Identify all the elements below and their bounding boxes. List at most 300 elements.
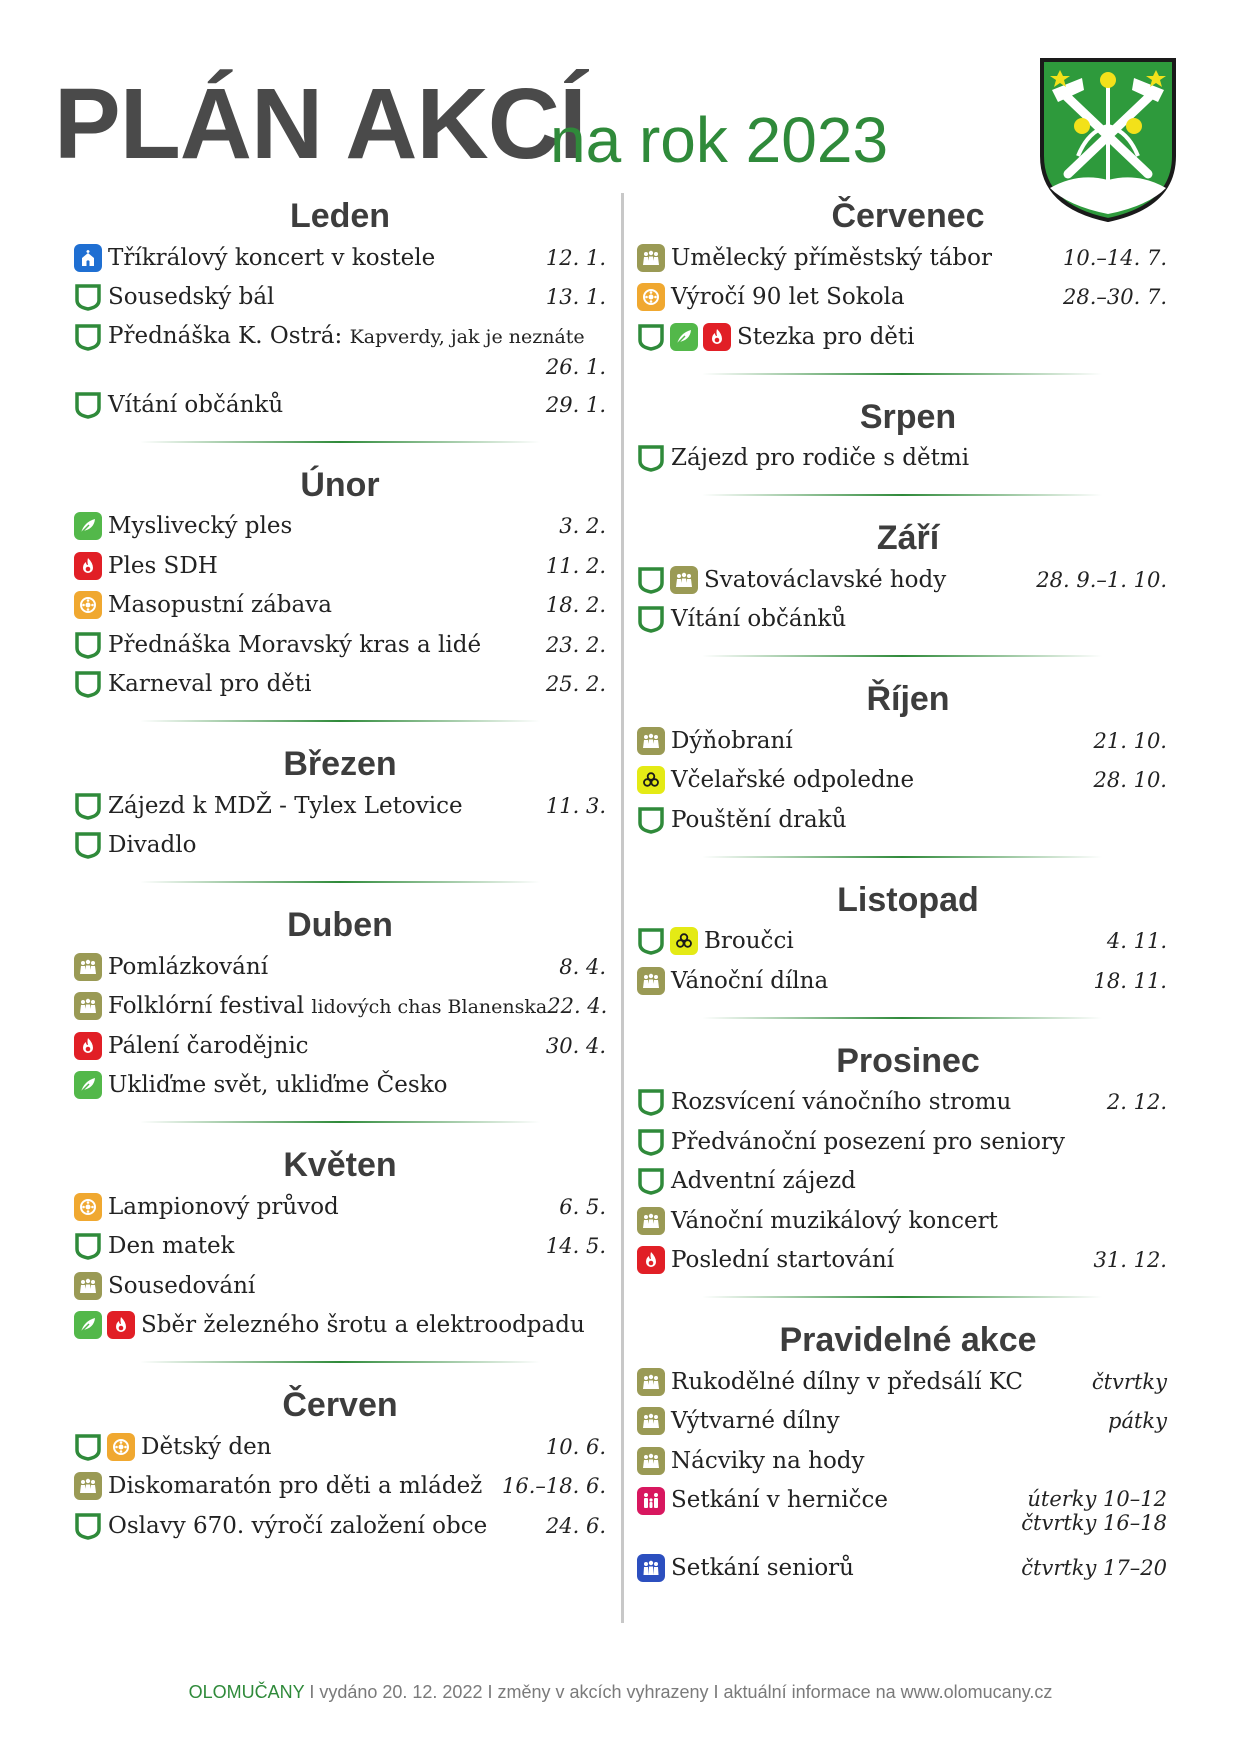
event-date: 14. 5. (545, 1234, 606, 1259)
event-icons (637, 1554, 665, 1582)
month-title: Únor (300, 465, 380, 504)
fire-icon (637, 1246, 665, 1274)
event-name-main: Den matek (108, 1233, 235, 1260)
event-row (74, 1026, 606, 1066)
event-row (637, 1083, 1167, 1123)
event-icons (74, 1311, 135, 1339)
fire-icon (107, 1311, 135, 1339)
event-row (74, 317, 606, 385)
event-icons (74, 831, 102, 859)
event-name-main: Svatováclavské hody (704, 566, 947, 593)
footer-brand: OLOMUČANY (188, 1682, 305, 1702)
event-row (637, 1549, 1167, 1589)
month-title: Prosinec (836, 1041, 980, 1080)
shield-icon (74, 1512, 102, 1540)
event-row (637, 922, 1167, 962)
month-section-zari (637, 518, 1167, 639)
event-name-main: Divadlo (108, 832, 197, 859)
folklore-icon (74, 1472, 102, 1500)
shield-icon (637, 444, 665, 472)
event-date: 4. 11. (1106, 929, 1167, 954)
event-icons (637, 1207, 665, 1235)
event-row (637, 600, 1167, 640)
shield-icon (637, 927, 665, 955)
event-name (671, 1208, 1167, 1234)
event-name (108, 954, 559, 980)
event-name (108, 793, 546, 819)
event-row (74, 1427, 606, 1467)
event-name-main: Folklórní festival (108, 993, 305, 1020)
event-icons (637, 283, 665, 311)
event-date: 2. 12. (1106, 1090, 1167, 1115)
event-name-main: Výročí 90 let Sokola (671, 284, 905, 311)
event-name (671, 968, 1094, 994)
event-name-main: Sousedský bál (108, 284, 275, 311)
event-name-main: Oslavy 670. výročí založení obce (108, 1512, 488, 1539)
event-name (108, 513, 559, 539)
event-icons (74, 1232, 102, 1260)
event-name-main: Vánoční dílna (671, 967, 829, 994)
event-name-main: Setkání v herničce (671, 1486, 889, 1513)
event-name-main: Pomlázkování (108, 953, 269, 980)
sokol-icon (107, 1433, 135, 1461)
event-date: 28. 9.–1. 10. (1036, 567, 1167, 592)
event-name-main: Dětský den (141, 1433, 272, 1460)
month-section-unor (74, 465, 606, 705)
bee-icon (637, 766, 665, 794)
event-name (704, 928, 1107, 954)
hunter-icon (74, 1311, 102, 1339)
event-icons (637, 1088, 665, 1116)
month-section-prosinec (637, 1041, 1167, 1281)
fire-icon (703, 323, 731, 351)
event-name-main: Setkání seniorů (671, 1555, 854, 1582)
event-icons (637, 1447, 665, 1475)
event-date: 25. 2. (545, 672, 606, 697)
shield-icon (74, 792, 102, 820)
footer-text: I vydáno 20. 12. 2022 I změny v akcích vyhrazeny I aktuální informace na www.olomucany.cz (304, 1682, 1053, 1702)
event-icons (74, 792, 102, 820)
folklore-icon (670, 566, 698, 594)
event-body (108, 323, 606, 379)
event-row (637, 961, 1167, 1001)
event-row (637, 238, 1167, 278)
event-name-detail: Kapverdy, jak je neznáte (349, 326, 585, 348)
event-date: čtvrtky 17–20 (1021, 1556, 1167, 1581)
month-section-brezen (74, 744, 606, 865)
event-row (74, 826, 606, 866)
section-separator (702, 856, 1102, 858)
shield-icon (74, 1232, 102, 1260)
event-date: 13. 1. (545, 285, 606, 310)
month-title: Březen (283, 745, 397, 783)
event-row (74, 385, 606, 425)
event-name-main: Vánoční muzikálový koncert (671, 1207, 998, 1234)
event-row (74, 1066, 606, 1106)
month-title: Srpen (859, 397, 957, 436)
event-icons (74, 1032, 102, 1060)
event-icons (637, 766, 665, 794)
event-date: 16.–18. 6. (501, 1474, 606, 1499)
event-row (74, 987, 606, 1027)
event-icons (637, 323, 731, 351)
event-date: 11. 3. (545, 793, 606, 818)
event-name-main: Rukodělné dílny v předsálí KC (671, 1368, 1023, 1395)
month-section-cerven (74, 1385, 606, 1546)
sokol-icon (637, 283, 665, 311)
event-icons (74, 953, 102, 981)
event-icons (637, 1407, 665, 1435)
event-icons (637, 927, 698, 955)
event-name (108, 1033, 546, 1059)
event-name-main: Lampionový průvod (108, 1193, 339, 1220)
event-row (74, 1306, 606, 1346)
event-name-main: Adventní zájezd (671, 1168, 856, 1195)
event-name (108, 1473, 502, 1499)
month-section-leden (74, 196, 606, 425)
sokol-icon (74, 591, 102, 619)
footer (0, 1682, 1241, 1703)
event-date: 23. 2. (545, 632, 606, 657)
folklore-icon (637, 1368, 665, 1396)
event-date: pátky (1108, 1409, 1167, 1434)
month-section-kveten (74, 1145, 606, 1345)
event-date: 28.–30. 7. (1062, 285, 1167, 310)
event-name-main: Přednáška Moravský kras a lidé (108, 631, 482, 658)
event-name-detail: lidových chas Blanenska (311, 996, 548, 1019)
event-name (737, 324, 1167, 350)
event-name-main: Karneval pro děti (108, 671, 312, 698)
event-name-main: Dýňobraní (671, 727, 793, 754)
event-name (108, 993, 547, 1019)
event-name-main: Pálení čarodějnic (108, 1032, 309, 1059)
event-row (74, 947, 606, 987)
section-separator (140, 1361, 540, 1363)
shield-icon (637, 1128, 665, 1156)
sokol-icon (74, 1193, 102, 1221)
event-date: 31. 12. (1093, 1248, 1167, 1273)
event-row (637, 278, 1167, 318)
shield-icon (74, 670, 102, 698)
folklore-icon (637, 727, 665, 755)
event-icons (637, 1167, 665, 1195)
event-name-main: Zájezd pro rodiče s dětmi (671, 445, 970, 472)
month-section-pravidelne-akce (637, 1320, 1167, 1588)
shield-icon (637, 806, 665, 834)
fire-icon (74, 552, 102, 580)
shield-icon (637, 323, 665, 351)
event-name (671, 1408, 1108, 1434)
event-name (108, 592, 546, 618)
event-date: čtvrtky (1091, 1369, 1167, 1394)
event-row (74, 665, 606, 705)
folklore-icon (637, 967, 665, 995)
event-name (108, 323, 606, 349)
event-icons (637, 1128, 665, 1156)
event-name (108, 392, 546, 418)
shield-icon (74, 831, 102, 859)
month-title: Duben (287, 906, 393, 944)
hunter-icon (74, 1071, 102, 1099)
month-title: Červenec (831, 197, 985, 235)
event-date: 8. 4. (559, 954, 606, 979)
event-date: 3. 2. (559, 514, 606, 539)
event-name (108, 832, 606, 858)
month-title: Říjen (866, 680, 950, 718)
event-date: 12. 1. (545, 245, 606, 270)
event-name (671, 1555, 1021, 1581)
event-row (637, 1481, 1167, 1549)
event-row (74, 625, 606, 665)
event-name-main: Stezka pro děti (737, 323, 915, 350)
event-icons (74, 1071, 102, 1099)
event-name (671, 1089, 1107, 1115)
hunter-icon (74, 512, 102, 540)
event-name (108, 1513, 546, 1539)
folklore-icon (74, 953, 102, 981)
page-subtitle: na rok 2023 (550, 104, 889, 176)
event-row (637, 439, 1167, 479)
folklore-icon (74, 992, 102, 1020)
event-icons (637, 566, 698, 594)
event-name (671, 284, 1063, 310)
event-icons (74, 552, 102, 580)
month-section-cervenec (637, 196, 1167, 357)
family-icon (637, 1487, 665, 1515)
column-divider (621, 193, 624, 1623)
event-name-main: Vítání občánků (108, 391, 284, 418)
right-column (637, 196, 1167, 1588)
event-date: 29. 1. (545, 392, 606, 417)
event-date: 10. 6. (545, 1434, 606, 1459)
month-title: Květen (283, 1146, 397, 1184)
event-name (671, 728, 1094, 754)
event-name-main: Rozsvícení vánočního stromu (671, 1089, 1012, 1116)
event-name (108, 1194, 559, 1220)
event-name (108, 553, 546, 579)
event-icons (74, 591, 102, 619)
section-separator (140, 881, 540, 883)
page-title: PLÁN AKCÍ (54, 68, 586, 180)
event-name-main: Zájezd k MDŽ - Tylex Letovice (108, 792, 463, 819)
event-row (74, 1187, 606, 1227)
month-section-rijen (637, 679, 1167, 840)
event-row (637, 1122, 1167, 1162)
event-icons (637, 1487, 665, 1515)
event-name-main: Umělecký příměstský tábor (671, 244, 993, 271)
event-date: 18. 11. (1093, 968, 1167, 993)
event-row (637, 317, 1167, 357)
event-name (141, 1312, 606, 1338)
left-column (74, 196, 606, 1546)
event-name-main: Ukliďme svět, ukliďme Česko (108, 1072, 448, 1099)
event-name-main: Diskomaratón pro děti a mládež (108, 1473, 483, 1500)
event-icons (74, 1512, 102, 1540)
event-row (74, 546, 606, 586)
section-separator (702, 494, 1102, 496)
event-name (671, 606, 1167, 632)
event-name (671, 767, 1094, 793)
event-row (637, 560, 1167, 600)
event-name (671, 1369, 1092, 1395)
section-separator (702, 1017, 1102, 1019)
event-date: 11. 2. (545, 553, 606, 578)
event-row (637, 761, 1167, 801)
section-separator (140, 720, 540, 722)
event-name (671, 1448, 1167, 1474)
shield-icon (637, 1088, 665, 1116)
month-title: Září (876, 519, 940, 557)
event-name-main: Sběr železného šrotu a elektroodpadu (141, 1312, 585, 1339)
event-date: 30. 4. (545, 1033, 606, 1058)
event-date-line: čtvrtky 16–18 (1021, 1510, 1167, 1535)
shield-icon (637, 566, 665, 594)
event-icons (74, 512, 102, 540)
senior-icon (637, 1554, 665, 1582)
shield-icon (74, 391, 102, 419)
event-date-line: úterky 10–12 (1027, 1486, 1167, 1511)
month-title: Listopad (837, 880, 979, 919)
event-icons (74, 631, 102, 659)
event-icons (74, 670, 102, 698)
event-row (74, 278, 606, 318)
event-name-main: Nácviky na hody (671, 1447, 865, 1474)
event-name-main: Výtvarné dílny (671, 1408, 840, 1435)
month-section-listopad (637, 880, 1167, 1001)
folklore-icon (637, 1207, 665, 1235)
event-name (671, 1129, 1167, 1155)
event-icons (74, 1433, 135, 1461)
event-date: 28. 10. (1093, 768, 1167, 793)
church-icon (74, 244, 102, 272)
event-icons (74, 283, 102, 311)
event-icons (637, 806, 665, 834)
event-name (108, 1233, 546, 1259)
event-name (108, 284, 546, 310)
section-separator (702, 655, 1102, 657)
event-name (671, 1487, 1021, 1513)
event-name (671, 245, 1063, 271)
hunter-icon (670, 323, 698, 351)
event-name (108, 1072, 606, 1098)
event-row (637, 1201, 1167, 1241)
event-date: 26. 1. (545, 355, 606, 379)
section-separator (140, 441, 540, 443)
shield-icon (74, 1433, 102, 1461)
event-icons (74, 391, 102, 419)
bee-icon (670, 927, 698, 955)
event-name (108, 1273, 606, 1299)
event-icons (74, 244, 102, 272)
event-icons (637, 1246, 665, 1274)
month-title: Červen (282, 1386, 398, 1424)
event-name (671, 1168, 1167, 1194)
shield-icon (74, 283, 102, 311)
event-row (637, 721, 1167, 761)
event-date: 18. 2. (545, 593, 606, 618)
event-name (671, 807, 1167, 833)
event-name-main: Předvánoční posezení pro seniory (671, 1128, 1066, 1155)
event-name-main: Sousedování (108, 1272, 256, 1299)
month-section-srpen (637, 397, 1167, 479)
event-row (637, 1441, 1167, 1481)
event-date: 10.–14. 7. (1062, 245, 1167, 270)
section-separator (140, 1121, 540, 1123)
month-title: Leden (289, 197, 391, 235)
event-date: 24. 6. (545, 1513, 606, 1538)
shield-icon (74, 323, 102, 351)
event-row (637, 1362, 1167, 1402)
event-row (637, 1241, 1167, 1281)
event-name (108, 671, 546, 697)
event-icons (74, 323, 102, 351)
folklore-icon (637, 1407, 665, 1435)
event-row (74, 1506, 606, 1546)
event-date: 21. 10. (1093, 728, 1167, 753)
shield-icon (74, 631, 102, 659)
event-name-main: Přednáška K. Ostrá: (108, 323, 343, 349)
section-separator (702, 1296, 1102, 1298)
event-row (74, 507, 606, 547)
event-icons (637, 444, 665, 472)
event-name (671, 445, 1167, 471)
fire-icon (74, 1032, 102, 1060)
event-name-main: Ples SDH (108, 552, 218, 579)
event-row (74, 238, 606, 278)
section-separator (702, 373, 1102, 375)
event-icons (637, 244, 665, 272)
month-title: Pravidelné akce (779, 1321, 1037, 1359)
event-name-main: Vítání občánků (671, 606, 847, 633)
event-row (637, 800, 1167, 840)
event-name-main: Masopustní zábava (108, 592, 332, 619)
event-icons (637, 727, 665, 755)
shield-icon (637, 1167, 665, 1195)
event-date: 22. 4. (547, 994, 608, 1019)
month-section-duben (74, 905, 606, 1105)
event-icons (637, 967, 665, 995)
folklore-icon (74, 1272, 102, 1300)
event-row (637, 1162, 1167, 1202)
folklore-icon (637, 1447, 665, 1475)
event-name-main: Myslivecký ples (108, 513, 293, 540)
event-icons (637, 605, 665, 633)
event-name (108, 245, 546, 271)
event-name-main: Broučci (704, 928, 794, 955)
event-row (637, 1402, 1167, 1442)
event-name (108, 632, 546, 658)
event-name (671, 1247, 1094, 1273)
event-name-main: Včelařské odpoledne (671, 767, 915, 794)
event-name-main: Pouštění draků (671, 806, 847, 833)
event-row (74, 1467, 606, 1507)
event-row (74, 1266, 606, 1306)
folklore-icon (637, 244, 665, 272)
event-icons (74, 992, 102, 1020)
shield-icon (637, 605, 665, 633)
event-row (74, 586, 606, 626)
event-name (141, 1434, 546, 1460)
event-icons (74, 1472, 102, 1500)
event-name (704, 567, 1036, 593)
event-name-main: Tříkrálový koncert v kostele (108, 244, 436, 271)
event-date: 6. 5. (559, 1194, 606, 1219)
event-row (74, 786, 606, 826)
event-icons (74, 1272, 102, 1300)
event-name-main: Poslední startování (671, 1247, 895, 1274)
event-date (1021, 1487, 1167, 1535)
event-icons (637, 1368, 665, 1396)
